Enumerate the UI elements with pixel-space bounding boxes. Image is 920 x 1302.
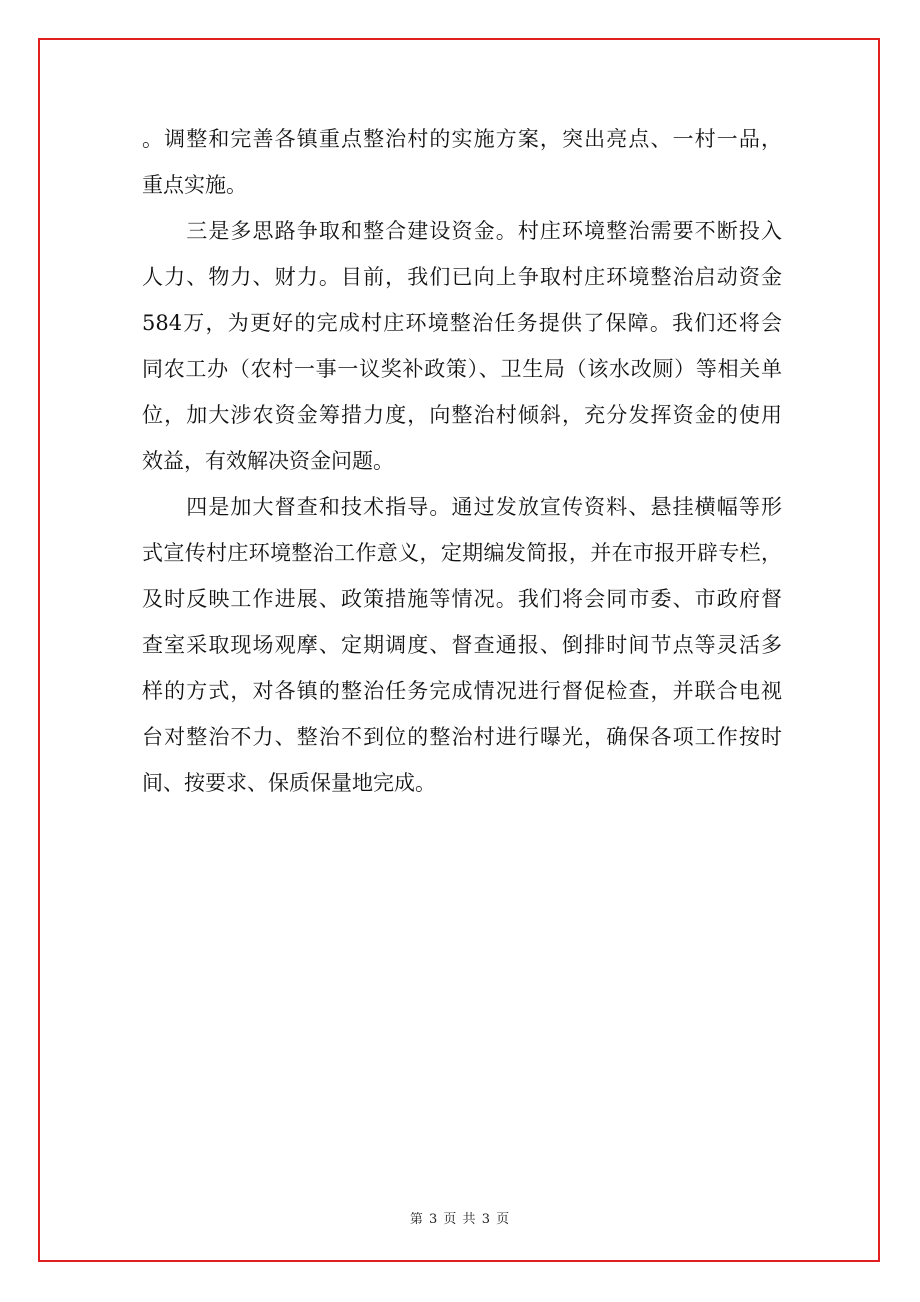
text-line: 及时反映工作进展、政策措施等情况。我们将会同市委、市政府督 [142, 587, 782, 611]
text-line: 式宣传村庄环境整治工作意义，定期编发简报，并在市报开辟专栏， [142, 541, 782, 565]
text-line: 三是多思路争取和整合建设资金。村庄环境整治需要不断投入 [142, 219, 782, 243]
page-number: 第 3 页 共 3 页 [409, 1212, 511, 1227]
text-line: 同农工办（农村一事一议奖补政策）、卫生局（该水改厕）等相关单 [142, 357, 782, 381]
text-line: 人力、物力、财力。目前，我们已向上争取村庄环境整治启动资金 [142, 265, 782, 289]
text-line: 584万，为更好的完成村庄环境整治任务提供了保障。我们还将会 [142, 311, 782, 335]
paragraph-2 [142, 208, 782, 484]
text-line: 四是加大督查和技术指导。通过发放宣传资料、悬挂横幅等形 [142, 495, 782, 519]
document-body [142, 116, 782, 806]
text-line: 样的方式，对各镇的整治任务完成情况进行督促检查，并联合电视 [142, 679, 782, 703]
text-line: 查室采取现场观摩、定期调度、督查通报、倒排时间节点等灵活多 [142, 633, 782, 657]
text-line: 位，加大涉农资金筹措力度，向整治村倾斜，充分发挥资金的使用 [142, 403, 782, 427]
text-line: 间、按要求、保质保量地完成。 [142, 771, 436, 795]
paragraph-1 [142, 116, 782, 208]
paragraph-3 [142, 484, 782, 806]
text-line: 。调整和完善各镇重点整治村的实施方案，突出亮点、一村一品， [142, 127, 782, 151]
text-line: 效益，有效解决资金问题。 [142, 449, 394, 473]
text-line: 重点实施。 [142, 173, 247, 197]
text-line: 台对整治不力、整治不到位的整治村进行曝光，确保各项工作按时 [142, 725, 782, 749]
